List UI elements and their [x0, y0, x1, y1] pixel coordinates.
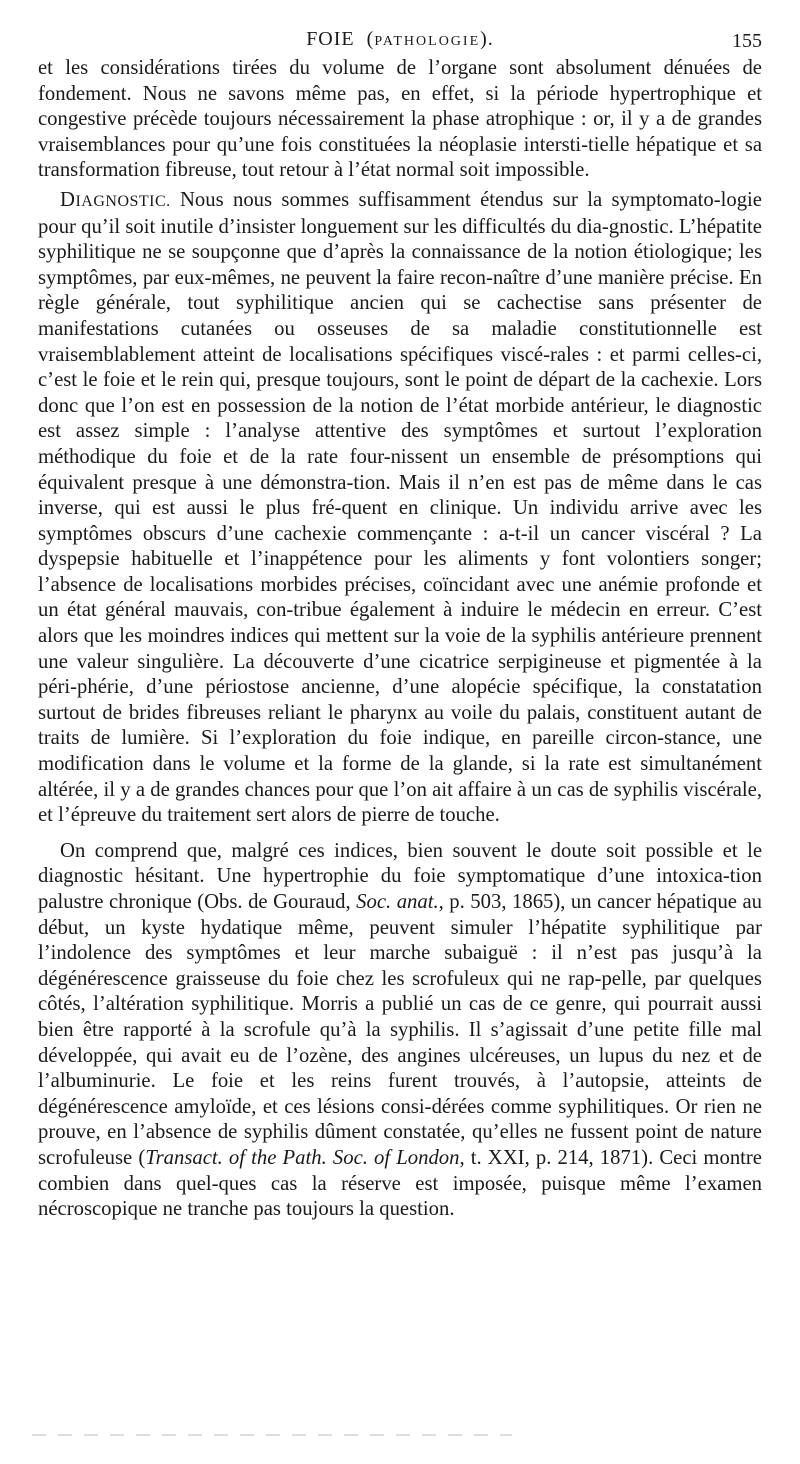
running-title-paren-open: (: [360, 28, 375, 50]
scan-artifact-footer: [32, 1434, 512, 1436]
section-heading-initial: D: [60, 188, 76, 211]
section-heading-rest: IAGNOSTIC.: [75, 192, 171, 210]
running-title: [38, 28, 762, 51]
paragraph-3-part-2: , p. 503, 1865), un cancer hépatique au début, un kyste hydatique même, peuvent simuler l’hépatite syphilitique par l’indolence des symptômes et leur marche subaiguë : il n’est pas jusqu’à la dégénérescence graisseuse du foie chez les scrofuleux qui ne rap-pelle, par quelques côtés, l’altération syphilitique. Morris a publié un cas de ce genre, qui pourrait aussi bien être rapporté à la scrofule qu’à la syphilis. Il s’agissait d’une petite fille mal développée, qui avait eu de l’ozène, des angines ulcéreuses, un lupus du nez et de l’albuminurie. Le foie et les reins furent trouvés, à l’autopsie, atteints de dégénérescence amyloïde, et ces lésions consi-dérées comme syphilitiques. Or rien ne prouve, en l’absence de syphilis dûment constatée, qu’elles ne fussent point de nature scrofuleuse (: [38, 891, 762, 1169]
running-head: [38, 26, 762, 56]
citation-transact-path-soc: Transact. of the Path. Soc. of London: [145, 1146, 460, 1169]
paragraph-2-text: Nous nous sommes suffisamment étendus sur la symptomato-logie pour qu’il soit inutile d’insister longuement sur les difficultés du dia-gnostic. L’hépatite syphilitique ne se soupçonne que d’après la connaissance de la notion étiologique; les symptômes, par eux-mêmes, ne peuvent la faire recon-naître d’une manière précise. En règle générale, tout syphilitique ancien qui se cachectise sans présenter de manifestations cutanées ou osseuses de sa maladie constitutionnelle est vraisemblablement atteint de localisations spécifiques viscé-rales : et parmi celles-ci, c’est le foie et le rein qui, presque toujours, sont le point de départ de la cachexie. Lors donc que l’on est en possession de la notion de l’état morbide antérieur, le diagnostic est assez simple : l’analyse attentive des symptômes et surtout l’exploration méthodique du foie et de la rate four-nissent un ensemble de présomptions qui équivalent presque à une démonstra-tion. Mais il n’en est pas de même dans le cas inverse, qui est aussi le plus fré-quent en clinique. Un individu arrive avec les symptômes obscurs d’une cachexie commençante : a-t-il un cancer viscéral ? La dyspepsie habituelle et l’inappétence pour les aliments y font volontiers songer; l’absence de localisations morbides précises, coïncidant avec une anémie profonde et un état général mauvais, con-tribue également à induire le médecin en erreur. C’est alors que les moindres indices qui mettent sur la voie de la syphilis antérieure prennent une valeur singulière. La découverte d’une cicatrice serpigineuse et pigmentée à la péri-phérie, d’une périostose ancienne, d’une alopécie spécifique, la constatation surtout de brides fibreuses reliant le pharynx au voile du palais, constituent autant de traits de lumière. Si l’exploration du foie indique, en pareille circon-stance, une modification dans le volume et la forme de la glande, si la rate est simultanément altérée, il y a de grandes chances pour que l’on ait affaire à un cas de syphilis viscérale, et l’épreuve du traitement sert alors de pierre de touche.: [38, 188, 762, 827]
paragraph-diagnostic: [38, 188, 762, 829]
paragraph-3: [38, 839, 762, 1223]
paragraph-3-part-3: , t. XXI, p. 214, 1871). Ceci montre combien dans quel-ques cas la réserve est imposée, puisque même l’examen nécroscopique ne tranche pas toujours la question.: [38, 1146, 762, 1221]
running-title-section: PATHOLOGIE: [374, 34, 481, 49]
body-text: [38, 56, 762, 1223]
paragraph-3-part-1: On comprend que, malgré ces indices, bien souvent le doute soit possible et le diagnostic hésitant. Une hypertrophie du foie symptomatique d’une intoxica-tion palustre chronique (Obs. de Gouraud,: [38, 839, 762, 913]
page-number: 155: [732, 30, 762, 52]
running-title-paren-close: ).: [480, 28, 494, 50]
paragraph-1: et les considérations tirées du volume de l’organe sont absolument dénuées de fondement. Nous ne savons même pas, en effet, si la période hypertrophique et congestive précède toujours nécessairement la phase atrophique : or, il y a de grandes vraisemblances pour qu’une fois constituées la néoplasie intersti-tielle hépatique et sa transformation fibreuse, tout retour à l’état normal soit impossible.: [38, 57, 762, 182]
paragraph-spacer: [38, 829, 762, 839]
running-title-main: FOIE: [306, 28, 355, 50]
citation-soc-anat: Soc. anat.: [356, 891, 439, 913]
document-page: [38, 26, 762, 1223]
section-heading-diagnostic: [60, 188, 171, 211]
